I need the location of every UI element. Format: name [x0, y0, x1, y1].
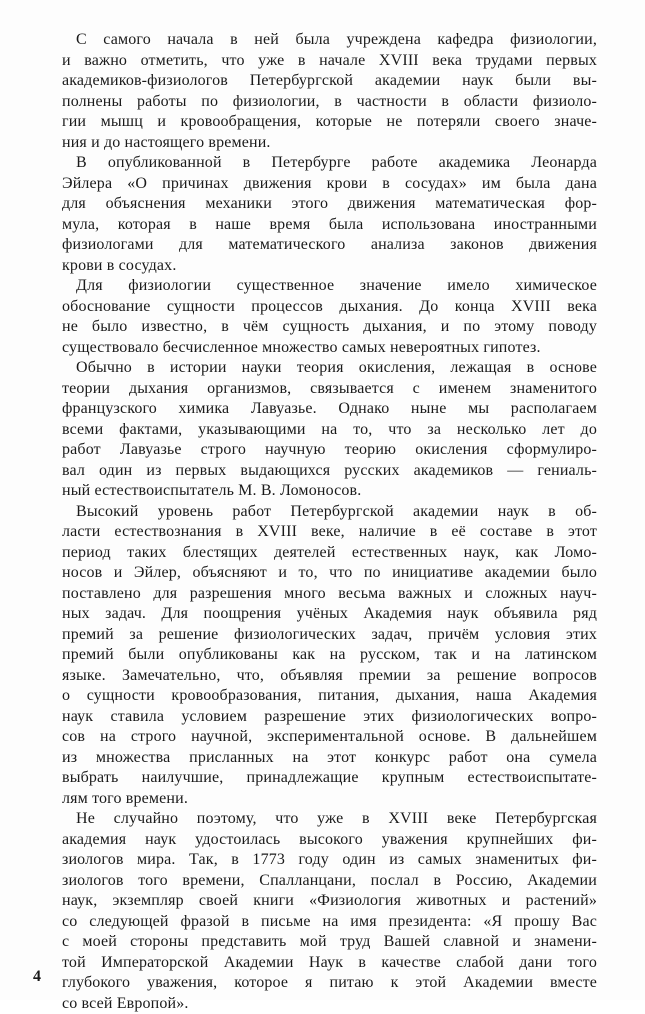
text-line: период таких блестящих деятелей естественных наук, как Ломо-	[62, 543, 597, 564]
text-line: физиологами для математического анализа законов движения	[62, 235, 597, 256]
text-line: со следующей фразой в письме на имя президента: «Я прошу Вас	[62, 912, 597, 933]
text-line: о сущности кровообразования, питания, дыхания, наша Академия	[62, 686, 597, 707]
text-line: из множества присланных на этот конкурс работ она сумела	[62, 748, 597, 769]
text-line: работ Лавуазье строго научную теорию окисления сформулиро-	[62, 440, 597, 461]
text-line: языке. Замечательно, что, объявляя премии за решение вопросов	[62, 666, 597, 687]
text-line: академиков-физиологов Петербургской академии наук были вы-	[62, 71, 597, 92]
text-line: крови в сосудах.	[62, 256, 597, 277]
text-line: полнены работы по физиологии, в частности в области физиоло-	[62, 92, 597, 113]
text-line: для объяснения механики этого движения математическая фор-	[62, 194, 597, 215]
text-line: ных задач. Для поощрения учёных Академия наук объявила ряд	[62, 604, 597, 625]
text-line: той Императорской Академии Наук в качестве слабой дани того	[62, 953, 597, 974]
text-line: со всей Европой».	[62, 994, 597, 1014]
text-line: глубокого уважения, которое я питаю к этой Академии вместе	[62, 973, 597, 994]
text-line: В опубликованной в Петербурге работе академика Леонарда	[62, 153, 597, 174]
text-line: наук ставила условием разрешение этих физиологических вопро-	[62, 707, 597, 728]
text-line: ния и до настоящего времени.	[62, 133, 597, 154]
text-line: теории дыхания организмов, связывается с именем знаменитого	[62, 379, 597, 400]
text-line: Обычно в истории науки теория окисления, лежащая в основе	[62, 358, 597, 379]
text-line: премий за решение физиологических задач, причём условия этих	[62, 625, 597, 646]
text-line: лям того времени.	[62, 789, 597, 810]
text-line: премий были опубликованы как на русском, так и на латинском	[62, 645, 597, 666]
text-line: мула, которая в наше время была использована иностранными	[62, 215, 597, 236]
text-line: не было известно, в чём сущность дыхания, и по этому поводу	[62, 317, 597, 338]
text-line: обоснование сущности процессов дыхания. До конца XVIII века	[62, 297, 597, 318]
text-line: ласти естествознания в XVIII веке, наличие в её составе в этот	[62, 522, 597, 543]
text-line: французского химика Лавуазье. Однако ныне мы располагаем	[62, 399, 597, 420]
text-line: Высокий уровень работ Петербургской академии наук в об-	[62, 502, 597, 523]
text-line: всеми фактами, указывающими на то, что за несколько лет до	[62, 420, 597, 441]
text-line: выбрать наилучшие, принадлежащие крупным естествоиспытате-	[62, 768, 597, 789]
text-line: Для физиологии существенное значение имело химическое	[62, 276, 597, 297]
text-line: гии мышц и кровообращения, которые не потеряли своего значе-	[62, 112, 597, 133]
text-line: академия наук удостоилась высокого уважения крупнейших фи-	[62, 830, 597, 851]
text-line: ный естествоиспытатель М. В. Ломоносов.	[62, 481, 597, 502]
text-line: зиологов мира. Так, в 1773 году один из самых знаменитых фи-	[62, 850, 597, 871]
text-line: поставлено для разрешения много весьма важных и сложных науч-	[62, 584, 597, 605]
text-line: наук, экземпляр своей книги «Физиология животных и растений»	[62, 891, 597, 912]
text-line: носов и Эйлер, объясняют и то, что по инициативе академии было	[62, 563, 597, 584]
text-line: существовало бесчисленное множество самых невероятных гипотез.	[62, 338, 597, 359]
text-line: зиологов того времени, Спалланцани, послал в Россию, Академии	[62, 871, 597, 892]
body-text	[62, 30, 597, 1014]
text-line: вал один из первых выдающихся русских академиков — гениаль-	[62, 461, 597, 482]
text-line: Эйлера «О причинах движения крови в сосудах» им была дана	[62, 174, 597, 195]
text-line: С самого начала в ней была учреждена кафедра физиологии,	[62, 30, 597, 51]
text-line: с моей стороны представить мой труд Вашей славной и знамени-	[62, 932, 597, 953]
text-line: сов на строго научной, экспериментальной основе. В дальнейшем	[62, 727, 597, 748]
text-line: Не случайно поэтому, что уже в XVIII веке Петербургская	[62, 809, 597, 830]
text-line: и важно отметить, что уже в начале XVIII века трудами первых	[62, 51, 597, 72]
page-number: 4	[33, 968, 41, 986]
